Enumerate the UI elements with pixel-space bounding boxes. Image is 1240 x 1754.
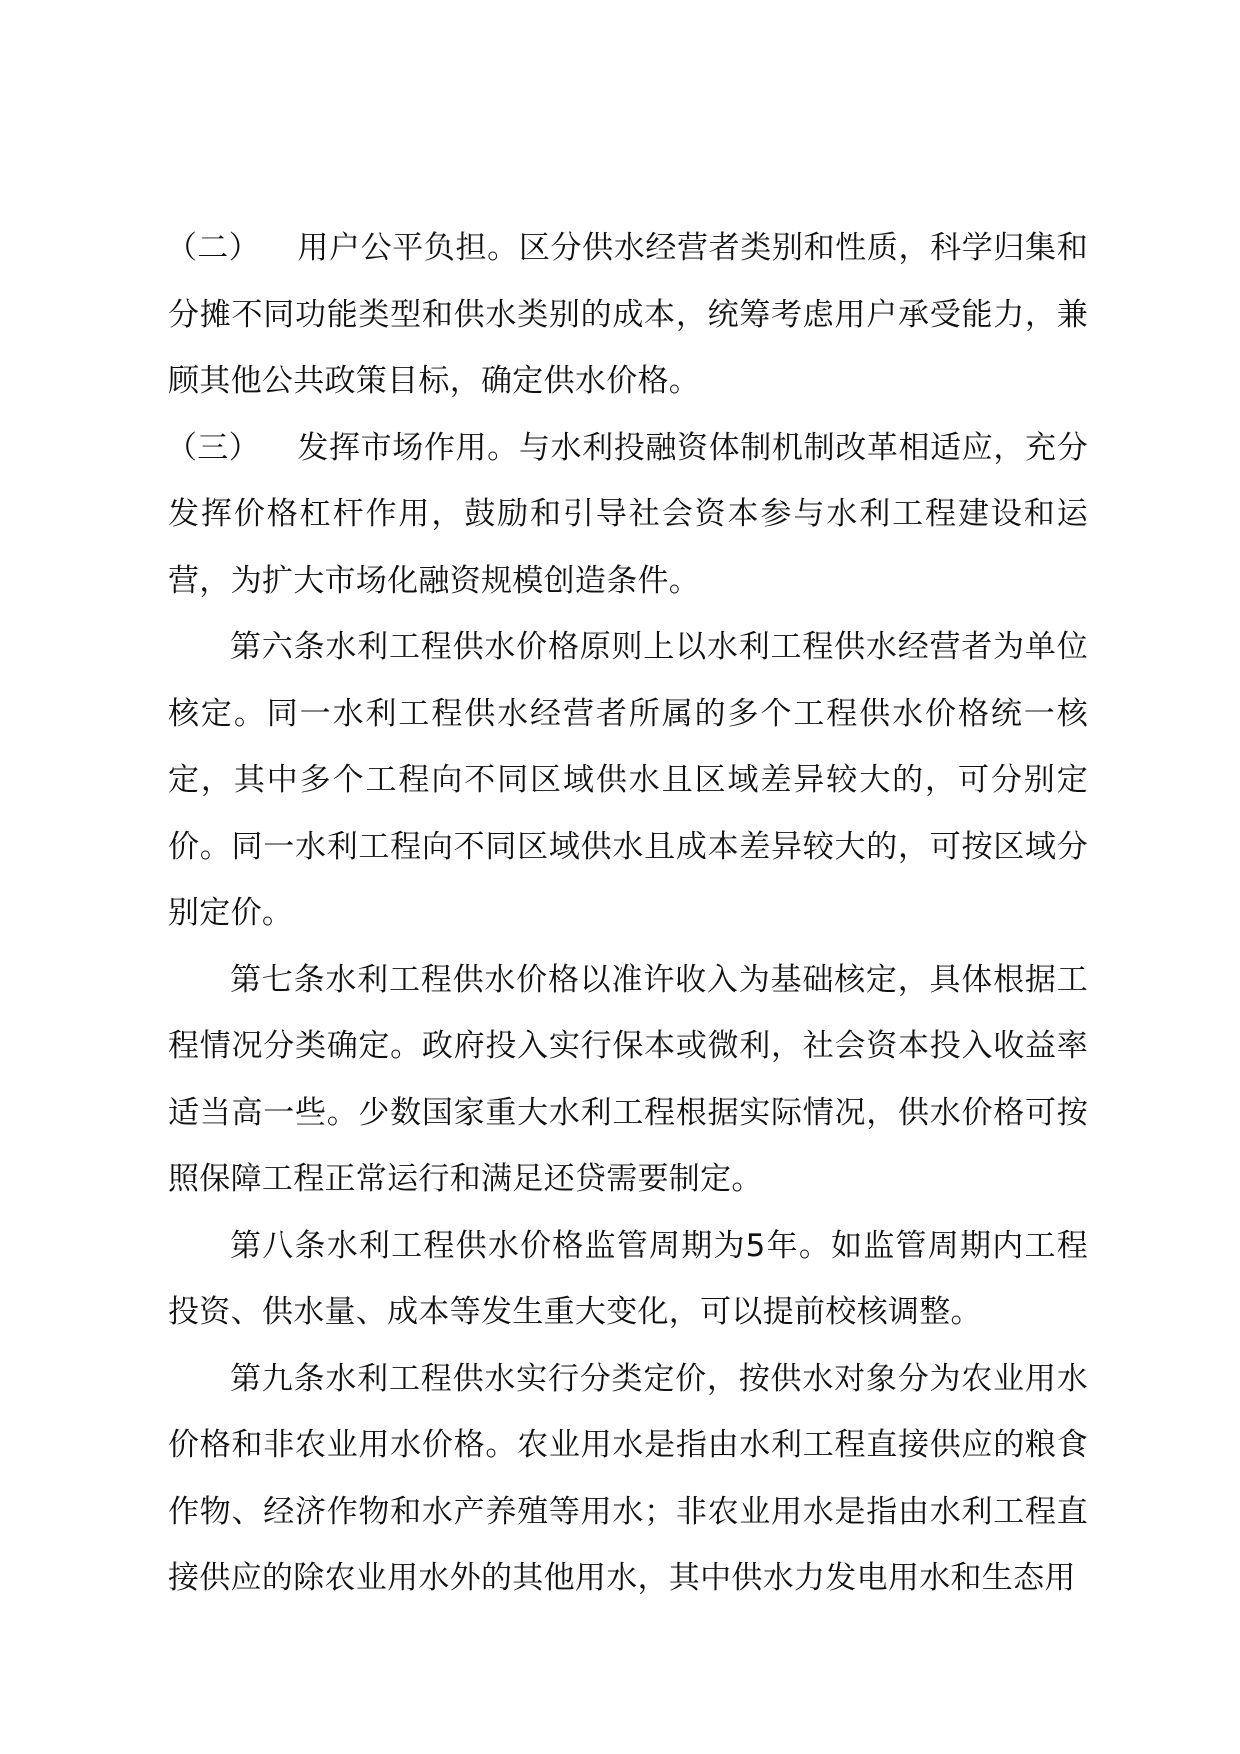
clause-2-paragraph — [168, 215, 1088, 415]
clause-2-text: 用户公平负担。区分供水经营者类别和性质，科学归集和分摊不同功能类型和供水类别的成本，统筹考虑用户承受能力，兼顾其他公共政策目标，确定供水价格。 — [168, 230, 1088, 399]
article-9-paragraph: 第九条水利工程供水实行分类定价，按供水对象分为农业用水价格和非农业用水价格。农业用水是指由水利工程直接供应的粮食作物、经济作物和水产养殖等用水；非农业用水是指由水利工程直接供应的除农业用水外的其他用水，其中供水力发电用水和生态用 — [168, 1360, 1088, 1596]
list-marker-3: （三） — [166, 429, 260, 466]
clause-3-paragraph — [168, 415, 1088, 615]
article-6-paragraph: 第六条水利工程供水价格原则上以水利工程供水经营者为单位核定。同一水利工程供水经营者所属的多个工程供水价格统一核定，其中多个工程向不同区域供水且区域差异较大的，可分别定价。同一水利工程向不同区域供水且成本差异较大的，可按区域分别定价。 — [168, 629, 1088, 931]
document-body — [168, 215, 1088, 1612]
clause-3-text: 发挥市场作用。与水利投融资体制机制改革相适应，充分发挥价格杠杆作用，鼓励和引导社会资本参与水利工程建设和运营，为扩大市场化融资规模创造条件。 — [168, 429, 1088, 599]
article-8-paragraph: 第八条水利工程供水价格监管周期为5年。如监管周期内工程投资、供水量、成本等发生重大变化，可以提前校核调整。 — [168, 1227, 1088, 1330]
list-marker-2: （二） — [166, 230, 260, 266]
article-7-paragraph: 第七条水利工程供水价格以准许收入为基础核定，具体根据工程情况分类确定。政府投入实行保本或微利，社会资本投入收益率适当高一些。少数国家重大水利工程根据实际情况，供水价格可按照保障工程正常运行和满足还贷需要制定。 — [168, 961, 1088, 1197]
